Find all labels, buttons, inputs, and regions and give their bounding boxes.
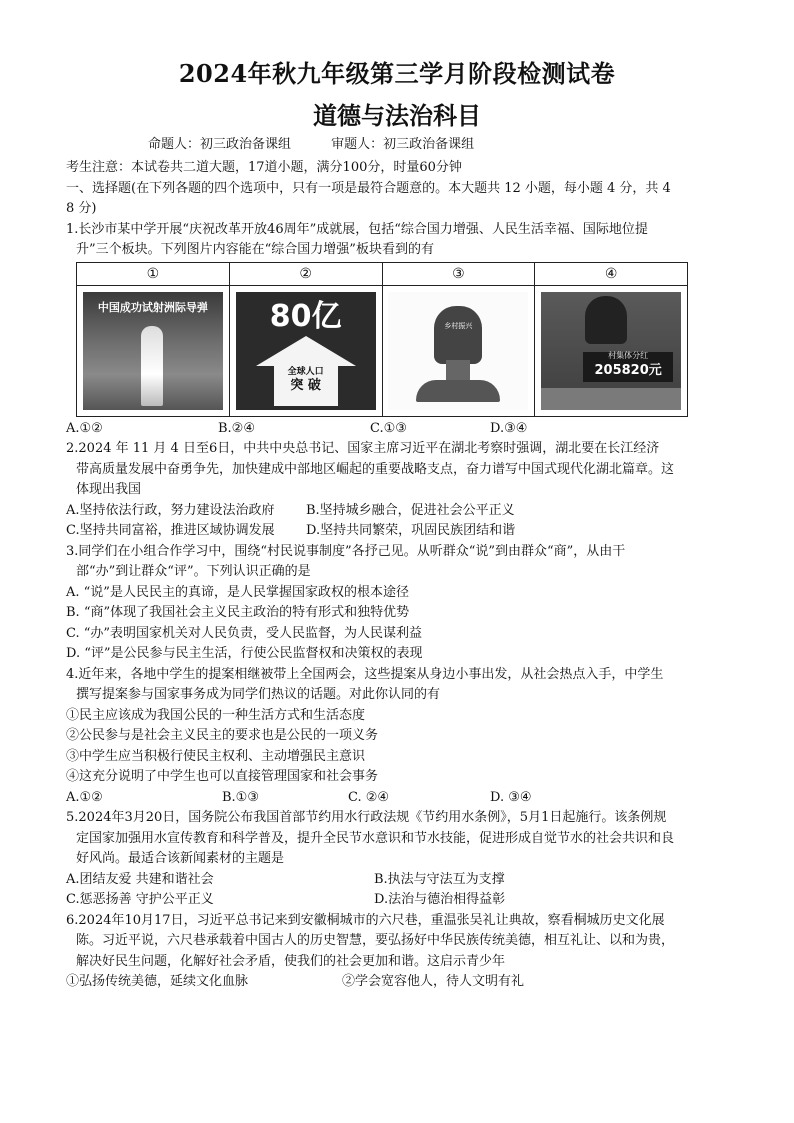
q2-stem-cont: 体现出我国	[76, 482, 142, 497]
image-cell	[382, 285, 535, 416]
exam-title: 2024年秋九年级第三学月阶段检测试卷	[178, 59, 616, 88]
reviewer-text: 审题人：初三政治备课组	[331, 137, 475, 152]
statue-sign: 乡村振兴	[444, 321, 473, 330]
q4-stem-cont: 撰写提案参与国家事务成为同学们热议的话题。对此你认同的有	[76, 687, 441, 702]
option-b[interactable]: B.坚持城乡融合，促进社会公平正义	[306, 502, 515, 518]
option-b[interactable]: B.①③	[222, 789, 259, 805]
option-c[interactable]: C.惩恶扬善 守护公平正义	[66, 892, 214, 907]
option-c[interactable]: C. “办”表明国家机关对人民负责，受人民监督，为人民谋利益	[66, 625, 423, 641]
q2-options-ab	[66, 501, 736, 522]
board-line2: 205820元	[594, 362, 662, 378]
q1-stem-cont: 升”三个板块。下列图片内容能在“综合国力增强”板块看到的有	[76, 242, 434, 257]
option-b[interactable]: B. “商”体现了我国社会主义民主政治的特有形式和独特优势	[66, 605, 410, 620]
q2-options-cd	[66, 521, 736, 542]
q4-statement: ④这充分说明了中学生也可以直接管理国家和社会事务	[66, 769, 379, 784]
option-d[interactable]: D.③④	[490, 420, 528, 436]
person-shape	[585, 296, 627, 344]
arrow-shape	[256, 336, 356, 366]
option-d[interactable]: D.坚持共同繁荣，巩固民族团结和谐	[306, 523, 516, 538]
option-a[interactable]: A.①②	[66, 420, 103, 436]
exam-content	[66, 158, 736, 993]
board-line1: 村集体分红	[608, 350, 649, 360]
image-cell	[535, 285, 688, 416]
notice-text: 考生注意：本试卷共二道大题，17道小题，满分100分，时量60分钟	[66, 160, 462, 175]
q6-stem-cont: 解决好民生问题，化解好社会矛盾，使我们的社会更加和谐。这启示青少年	[76, 953, 506, 969]
section1-heading: 一、选择题(在下列各题的四个选项中，只有一项是最符合题意的。本大题共 12 小题，每小题 4 分，共 4	[66, 180, 671, 196]
q3-stem: 3.同学们在小组合作学习中，围绕“村民说事制度”各抒己见。从听群众“说”到由群众“商”，从由干	[66, 543, 626, 559]
rocket-shape	[141, 326, 163, 406]
statue-shape	[434, 306, 482, 364]
population-poster	[236, 292, 376, 410]
q4-statement: ③中学生应当积极行使民主权利、主动增强民主意识	[66, 748, 366, 764]
q1-options	[66, 419, 736, 440]
q1-image-table	[76, 262, 688, 417]
q2-stem-cont: 带高质量发展中奋勇争先，加快建成中部地区崛起的重要战略支点，奋力谱写中国式现代化湖北篇章。这	[76, 461, 675, 477]
option-d[interactable]: D. “评”是公民参与民主生活，行使公民监督权和决策权的表现	[66, 646, 423, 661]
q2-stem: 2.2024 年 11 月 4 日至6日，中共中央总书记、国家主席习近平在湖北考察时强调，湖北要在长江经济	[66, 441, 660, 456]
q5-stem-cont: 好风尚。最适合该新闻素材的主题是	[76, 851, 285, 866]
option-d[interactable]: D. ③④	[490, 789, 532, 805]
base-shape	[416, 380, 500, 402]
option-c[interactable]: C.坚持共同富裕，推进区域协调发展	[66, 523, 275, 538]
floor-shape	[541, 388, 681, 410]
q6-stem-cont: 陈。习近平说，六尺巷承载着中国古人的历史智慧，要弘扬好中华民族传统美德，相互礼让、以和为贵，	[76, 933, 675, 948]
photo-caption: 中国成功试射洲际导弹	[97, 300, 208, 314]
poster-number: 80亿	[269, 298, 342, 334]
table-header: ①	[77, 262, 230, 285]
section1-heading-cont: 8 分)	[66, 201, 97, 216]
option-a[interactable]: A.坚持依法行政，努力建设法治政府	[66, 502, 275, 518]
q4-options	[66, 788, 736, 809]
q5-stem: 5.2024年3月20日，国务院公布我国首部节约用水行政法规《节约用水条例》，5月1日起施行。该条例规	[66, 810, 667, 825]
exam-subject: 道德与法治科目	[313, 101, 481, 130]
image-cell	[77, 285, 230, 416]
option-a[interactable]: A. “说”是人民民主的真谛，是人民掌握国家政权的根本途径	[66, 584, 409, 600]
author-text: 命题人：初三政治备课组	[148, 137, 292, 152]
q5-options-cd	[66, 890, 736, 911]
q5-options-ab	[66, 870, 736, 891]
q1-stem: 1.长沙市某中学开展“庆祝改革开放46周年”成就展，包括“综合国力增强、人民生活幸福、国际地位提	[66, 221, 648, 237]
q5-stem-cont: 定国家加强用水宣传教育和科学普及，提升全民节水意识和节水技能，促进形成自觉节水的社会共识和良	[76, 830, 675, 846]
table-header: ④	[535, 262, 688, 285]
dividend-photo	[541, 292, 681, 410]
q3-stem-cont: 部“办”到让群众“评”。下列认识正确的是	[76, 564, 311, 579]
q6-stem: 6.2024年10月17日，习近平总书记来到安徽桐城市的六尺巷，重温张吴礼让典故，察看桐城历史文化展	[66, 912, 665, 928]
option-c[interactable]: C.①③	[370, 420, 407, 436]
table-header: ③	[382, 262, 535, 285]
option-d[interactable]: D.法治与德治相得益彰	[374, 892, 506, 907]
option-a[interactable]: A.团结友爱 共建和谐社会	[66, 871, 214, 887]
q4-statement: ②公民参与是社会主义民主的要求也是公民的一项义务	[66, 728, 379, 743]
q6-statement: ②学会宽容他人，待人文明有礼	[342, 974, 525, 989]
q4-statement: ①民主应该成为我国公民的一种生活方式和生活态度	[66, 707, 366, 723]
q6-statements	[66, 972, 736, 993]
missile-launch-photo	[83, 292, 223, 410]
table-header: ②	[229, 262, 382, 285]
q6-statement: ①弘扬传统美德，延续文化血脉	[66, 974, 249, 989]
poster-line1: 全球人口	[287, 366, 324, 377]
option-c[interactable]: C. ②④	[348, 789, 390, 805]
statue-photo	[388, 292, 528, 410]
q4-stem: 4.近年来，各地中学生的提案相继被带上全国两会，这些提案从身边小事出发，从社会热点入手，中学生	[66, 666, 664, 682]
poster-line2: 突 破	[290, 377, 321, 393]
option-b[interactable]: B.②④	[218, 420, 255, 436]
image-cell	[229, 285, 382, 416]
authors-line	[148, 135, 708, 156]
option-a[interactable]: A.①②	[66, 789, 103, 805]
option-b[interactable]: B.执法与守法互为支撑	[374, 871, 505, 887]
